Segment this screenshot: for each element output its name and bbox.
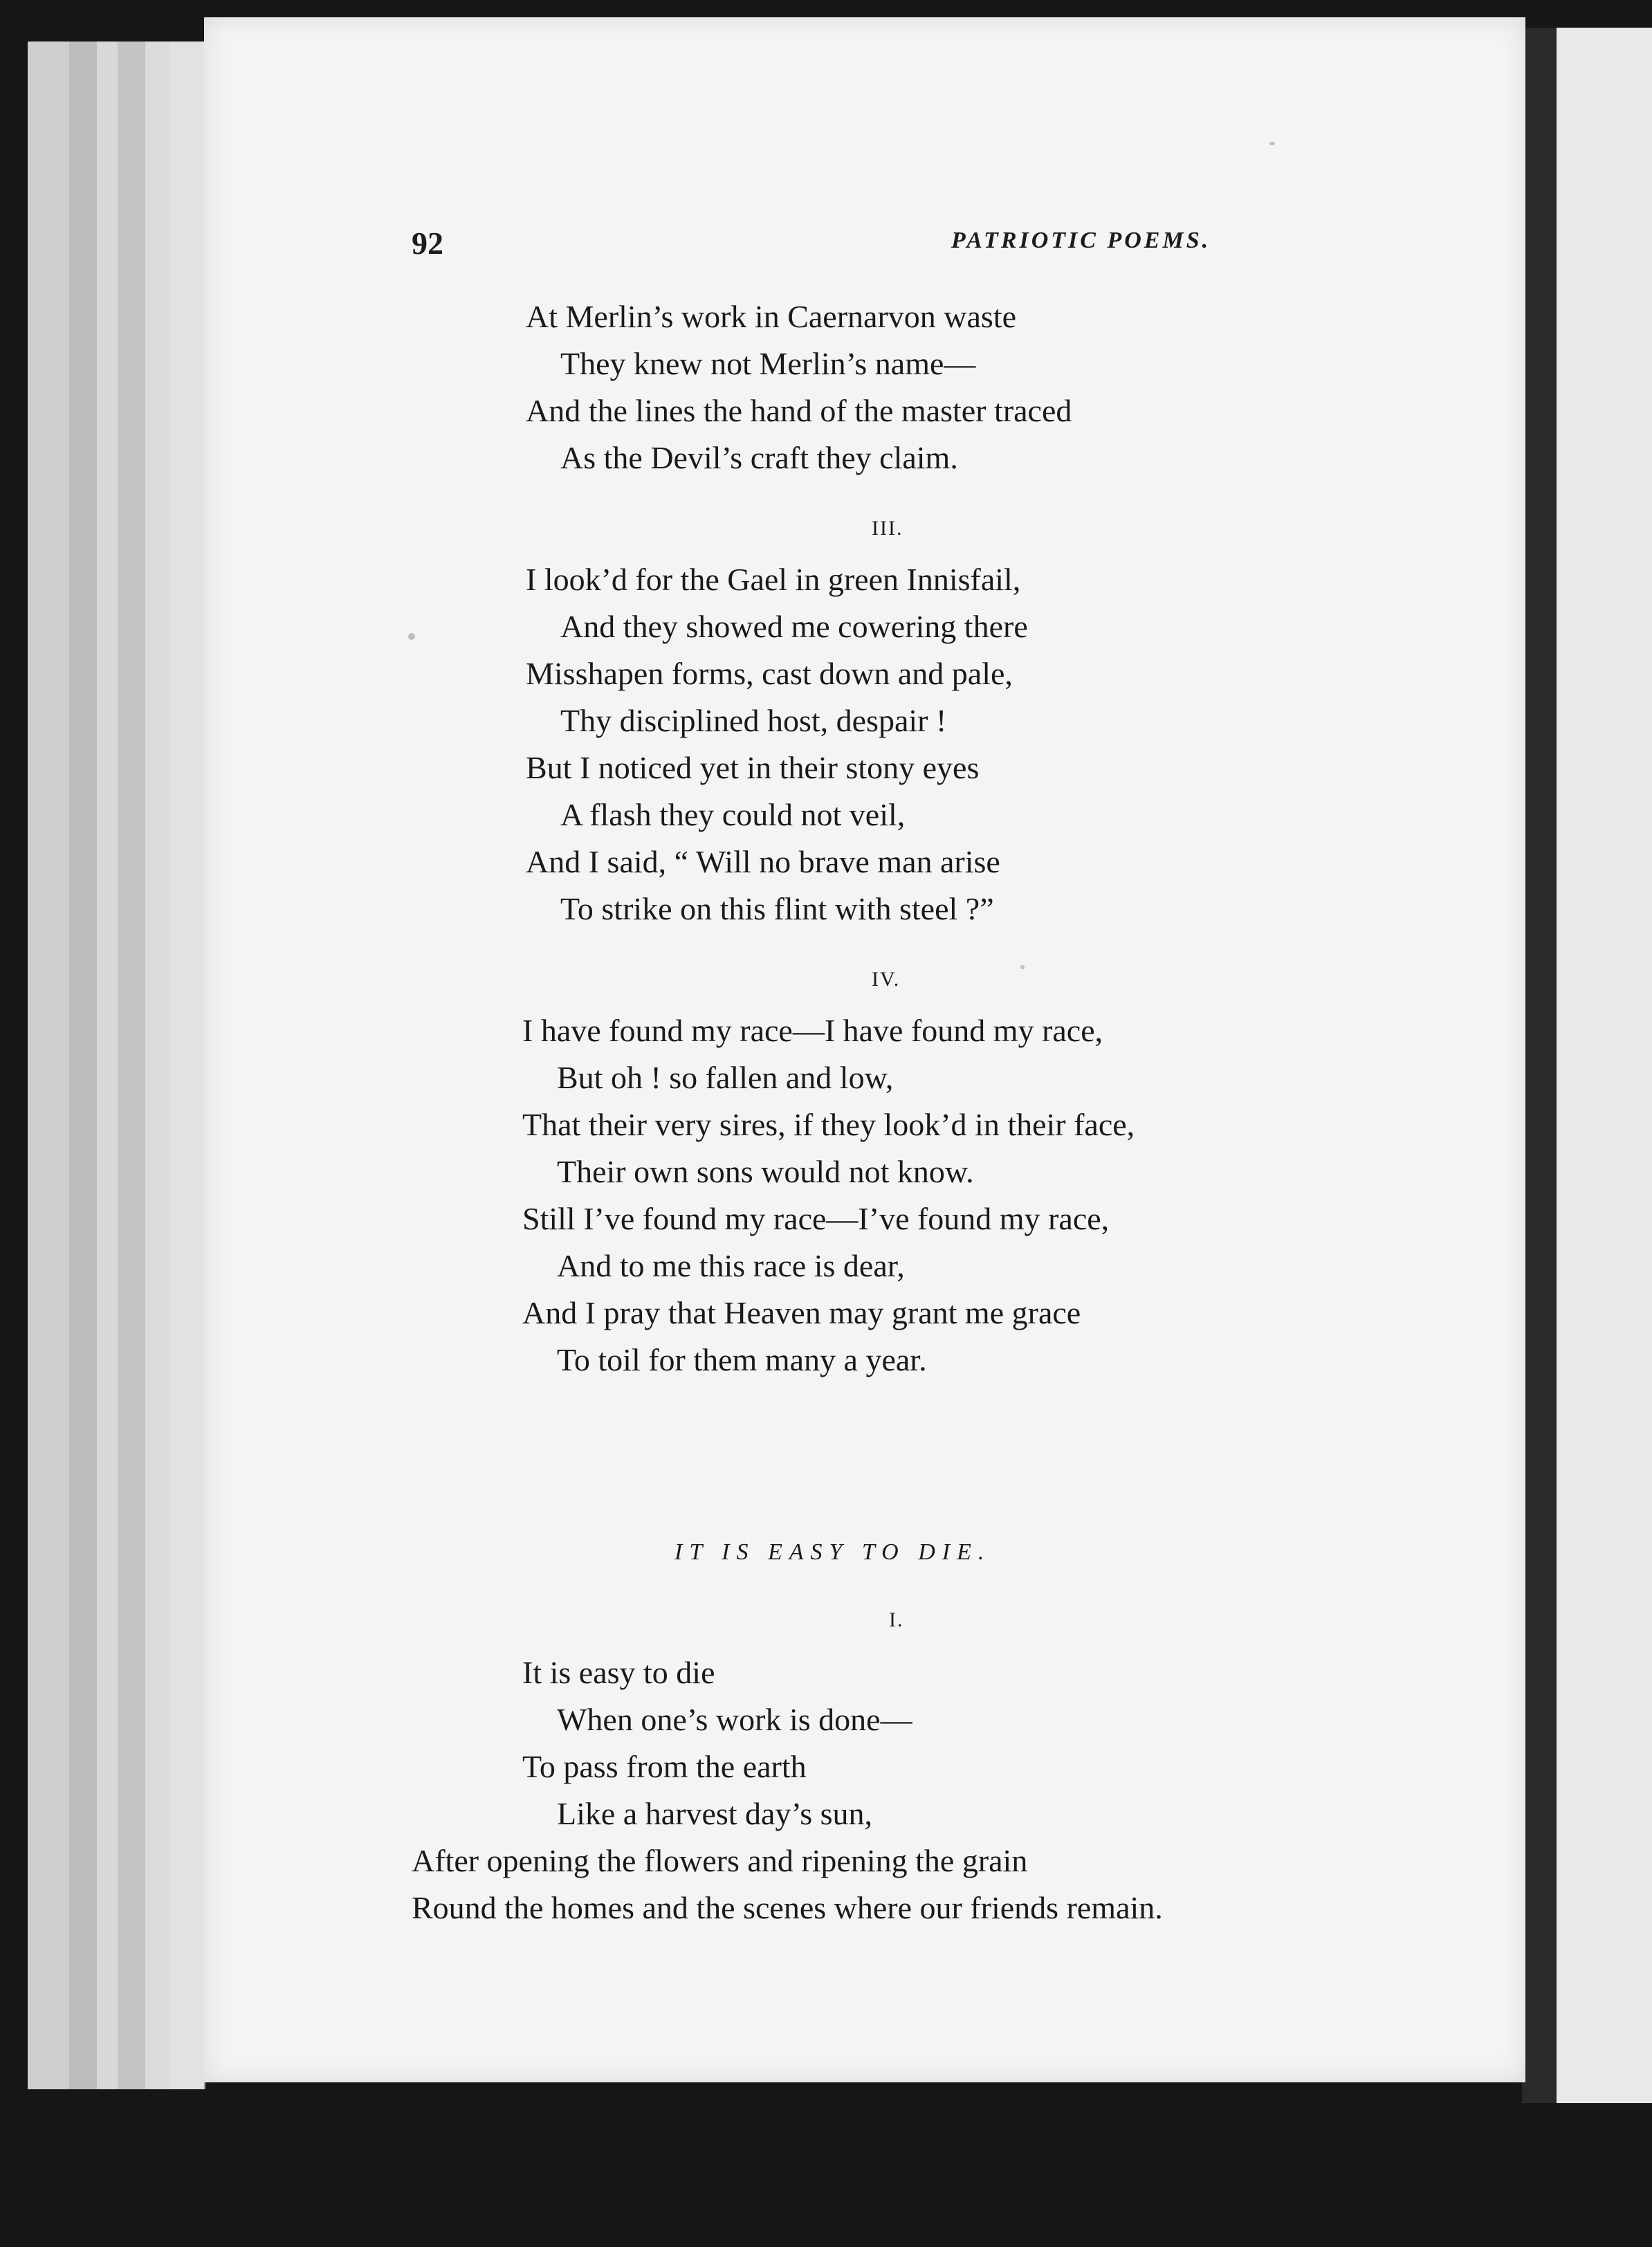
- poem-line: And they showed me cowering there: [560, 609, 1028, 644]
- page-edge: [28, 42, 71, 2089]
- page-edge: [145, 42, 171, 2089]
- running-head: PATRIOTIC POEMS.: [951, 228, 1211, 253]
- poem-line: A flash they could not veil,: [560, 797, 906, 832]
- page-number: 92: [412, 226, 443, 261]
- poem-line: At Merlin’s work in Caernarvon waste: [526, 299, 1017, 334]
- gutter-shadow: [1522, 28, 1561, 2103]
- poem-line: It is easy to die: [522, 1655, 715, 1690]
- page-edge: [69, 42, 98, 2089]
- page-header: [412, 225, 1311, 266]
- stanza-numeral: III.: [872, 517, 903, 540]
- poem-line: After opening the flowers and ripening the grain: [412, 1843, 1028, 1878]
- poem-line: But oh ! so fallen and low,: [557, 1060, 894, 1095]
- poem-line: To strike on this flint with steel ?”: [560, 891, 994, 926]
- poem-line: Still I’ve found my race—I’ve found my race,: [522, 1201, 1110, 1236]
- poem-line: I look’d for the Gael in green Innisfail,: [526, 562, 1021, 597]
- poem-line: And I said, “ Will no brave man arise: [526, 844, 1000, 879]
- poem-line: Thy disciplined host, despair !: [560, 703, 947, 738]
- poem-title: IT IS EASY TO DIE.: [674, 1539, 991, 1565]
- scan-speck: [1269, 142, 1275, 145]
- poem-line: Like a harvest day’s sun,: [557, 1796, 873, 1831]
- poem-line: And to me this race is dear,: [557, 1248, 905, 1283]
- poem-line: When one’s work is done—: [557, 1702, 912, 1737]
- poem-line: Misshapen forms, cast down and pale,: [526, 656, 1013, 691]
- poem-line: That their very sires, if they look’d in their face,: [522, 1107, 1135, 1142]
- page-edge: [118, 42, 147, 2089]
- poem-line: But I noticed yet in their stony eyes: [526, 750, 980, 785]
- poem-line: Round the homes and the scenes where our friends remain.: [412, 1890, 1163, 1925]
- poem-line: I have found my race—I have found my race,: [522, 1013, 1103, 1048]
- poem-line: To toil for them many a year.: [557, 1342, 927, 1377]
- stanza-numeral: I.: [889, 1608, 904, 1631]
- scan-speck: [408, 633, 415, 640]
- facing-page-edge: [1557, 28, 1652, 2103]
- page-edge: [169, 42, 205, 2089]
- poem-line: To pass from the earth: [522, 1749, 807, 1784]
- poem-line: And the lines the hand of the master traced: [526, 393, 1072, 428]
- scan-speck: [1020, 965, 1025, 969]
- poem-line: They knew not Merlin’s name—: [560, 346, 976, 381]
- stanza-numeral: IV.: [872, 968, 901, 991]
- poem-line: Their own sons would not know.: [557, 1154, 974, 1189]
- poem-line: As the Devil’s craft they claim.: [560, 440, 958, 475]
- poem-line: And I pray that Heaven may grant me grace: [522, 1295, 1081, 1330]
- page-edge: [97, 42, 119, 2089]
- book-page: [204, 17, 1525, 2082]
